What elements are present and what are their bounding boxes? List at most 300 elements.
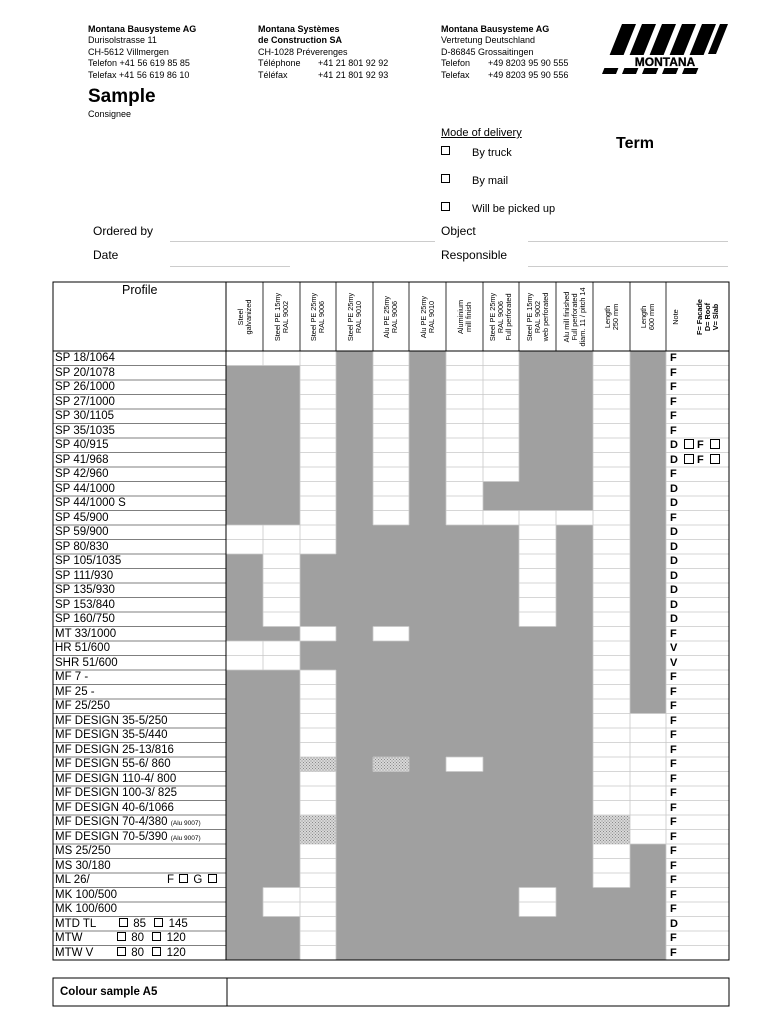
table-cell	[226, 757, 263, 772]
table-cell	[373, 511, 409, 526]
table-cell	[483, 540, 519, 555]
table-cell	[556, 830, 593, 845]
note-value: F	[670, 671, 677, 683]
table-cell	[263, 525, 300, 540]
table-cell	[300, 917, 336, 932]
table-cell	[263, 351, 300, 366]
company-name: Montana Systèmes	[258, 24, 340, 34]
table-cell	[593, 743, 630, 758]
option-checkbox[interactable]	[154, 918, 163, 927]
table-cell	[446, 801, 483, 816]
table-cell	[483, 453, 519, 468]
note-value: D	[670, 540, 678, 553]
profile-label: MF DESIGN 40-6/1066	[55, 801, 174, 814]
column-header: Alu PE 25my RAL 9006	[382, 295, 399, 339]
table-cell	[336, 569, 373, 584]
profile-label: MF 7 -	[55, 671, 89, 683]
table-cell	[519, 786, 556, 801]
option-checkbox[interactable]	[152, 932, 161, 941]
table-cell	[483, 946, 519, 961]
table-cell	[519, 554, 556, 569]
note-value: F	[670, 468, 677, 480]
table-cell	[593, 496, 630, 511]
table-cell	[483, 424, 519, 439]
table-cell	[336, 380, 373, 395]
table-cell	[373, 902, 409, 917]
column-header: Steel PE 25my RAL 9006	[309, 292, 326, 342]
note-value: D	[670, 917, 678, 930]
table-cell	[519, 627, 556, 642]
table-cell	[226, 728, 263, 743]
table-cell	[446, 395, 483, 410]
table-cell	[300, 598, 336, 613]
table-cell	[483, 931, 519, 946]
table-cell	[336, 757, 373, 772]
table-cell	[593, 931, 630, 946]
table-cell	[630, 380, 666, 395]
table-cell	[446, 496, 483, 511]
table-cell	[593, 395, 630, 410]
note-value: F	[670, 352, 677, 364]
delivery-option-pickup[interactable]: Will be picked up	[441, 202, 555, 215]
table-cell	[483, 380, 519, 395]
table-cell	[630, 438, 666, 453]
table-cell	[300, 656, 336, 671]
note-value: D	[670, 613, 678, 625]
table-cell	[593, 685, 630, 700]
delivery-option-mail[interactable]: By mail	[441, 174, 508, 187]
table-cell	[336, 772, 373, 787]
table-cell	[519, 351, 556, 366]
table-cell	[630, 641, 666, 656]
note-value: D	[670, 482, 678, 495]
table-cell	[373, 656, 409, 671]
table-cell	[373, 467, 409, 482]
table-cell	[519, 656, 556, 671]
table-cell	[593, 772, 630, 787]
table-cell	[263, 395, 300, 410]
note-value: F	[670, 816, 677, 828]
table-cell	[263, 409, 300, 424]
column-header: Aluminium mill finish	[455, 299, 473, 335]
table-cell	[373, 670, 409, 685]
table-cell	[630, 743, 666, 758]
table-cell	[263, 380, 300, 395]
note-value: F	[670, 511, 677, 524]
table-cell	[446, 453, 483, 468]
table-cell	[300, 859, 336, 874]
note-checkbox[interactable]	[684, 439, 694, 449]
column-header: Alu PE 25my RAL 9010	[418, 295, 436, 339]
table-cell	[263, 554, 300, 569]
table-cell	[409, 409, 446, 424]
table-cell	[519, 815, 556, 830]
table-cell	[556, 931, 593, 946]
table-cell	[300, 670, 336, 685]
profile-label: SP 105/1035	[55, 555, 122, 567]
profile-label: MK 100/500	[55, 888, 118, 901]
table-cell	[630, 917, 666, 932]
table-cell	[593, 351, 630, 366]
table-cell	[556, 409, 593, 424]
table-cell	[483, 670, 519, 685]
table-cell	[226, 496, 263, 511]
table-cell	[300, 627, 336, 642]
table-cell	[630, 525, 666, 540]
table-cell	[483, 888, 519, 903]
column-header: Length 600 mm	[639, 303, 656, 331]
table-cell	[446, 830, 483, 845]
table-cell	[336, 917, 373, 932]
note-value: F	[670, 932, 677, 944]
table-cell	[409, 438, 446, 453]
table-cell	[336, 685, 373, 700]
table-cell	[630, 728, 666, 743]
note-checkbox[interactable]	[710, 454, 720, 464]
fax-row: Téléfax +41 21 801 92 93	[258, 69, 389, 80]
table-cell	[593, 786, 630, 801]
table-cell	[630, 467, 666, 482]
table-cell	[593, 627, 630, 642]
table-cell	[226, 424, 263, 439]
table-cell	[409, 366, 446, 381]
table-cell	[226, 583, 263, 598]
table-cell	[483, 757, 519, 772]
phone-row: Téléphone +41 21 801 92 92	[258, 58, 389, 69]
table-cell	[226, 772, 263, 787]
note-value: F	[670, 366, 677, 379]
table-cell	[593, 830, 630, 845]
table-cell	[336, 424, 373, 439]
table-cell	[483, 511, 519, 526]
table-cell	[630, 540, 666, 555]
table-cell	[373, 612, 409, 627]
note-checkbox[interactable]	[684, 454, 694, 464]
table-cell	[593, 873, 630, 888]
table-cell	[409, 496, 446, 511]
table-cell	[336, 743, 373, 758]
table-cell	[300, 525, 336, 540]
note-value: F	[670, 729, 677, 741]
phone-row: Telefon +49 8203 95 90 555	[441, 58, 569, 69]
table-cell	[409, 902, 446, 917]
table-cell	[483, 786, 519, 801]
table-cell	[409, 873, 446, 888]
table-cell	[373, 699, 409, 714]
profile-label: MF DESIGN 35-5/440	[55, 729, 168, 741]
table-cell	[226, 525, 263, 540]
table-cell	[483, 438, 519, 453]
note-value: F	[670, 888, 677, 901]
table-cell	[519, 685, 556, 700]
profile-label: SP 111/930	[55, 569, 114, 582]
ordered-by-label: Ordered by	[93, 224, 154, 238]
table-cell	[373, 395, 409, 410]
table-cell	[446, 525, 483, 540]
table-cell	[226, 351, 263, 366]
table-cell	[373, 424, 409, 439]
table-cell	[336, 627, 373, 642]
profile-label: SP 42/960	[55, 468, 109, 480]
profile-label: ML 26/ F G	[55, 873, 219, 888]
table-cell	[409, 540, 446, 555]
table-cell	[373, 757, 409, 772]
table-cell	[300, 583, 336, 598]
table-cell	[263, 656, 300, 671]
table-cell	[409, 699, 446, 714]
column-header: Steel galvanized	[235, 299, 253, 335]
profile-label: SP 18/1064	[55, 352, 115, 364]
table-cell	[409, 917, 446, 932]
table-cell	[336, 351, 373, 366]
table-cell	[519, 830, 556, 845]
table-cell	[519, 482, 556, 497]
profile-label: MF DESIGN 25-13/816	[55, 743, 174, 756]
table-cell	[409, 525, 446, 540]
table-cell	[519, 699, 556, 714]
table-cell	[446, 641, 483, 656]
table-cell	[519, 801, 556, 816]
object-label: Object	[441, 224, 476, 238]
table-cell	[593, 598, 630, 613]
profile-label: SP 35/1035	[55, 424, 115, 437]
table-cell	[483, 496, 519, 511]
table-cell	[409, 685, 446, 700]
table-cell	[446, 844, 483, 859]
table-cell	[409, 656, 446, 671]
table-cell	[556, 844, 593, 859]
table-cell	[556, 395, 593, 410]
table-cell	[300, 728, 336, 743]
table-cell	[593, 844, 630, 859]
table-cell	[373, 540, 409, 555]
table-cell	[483, 772, 519, 787]
profile-label: MS 25/250	[55, 845, 111, 857]
profile-label: MF DESIGN 70-5/390 (Alu 9007)	[55, 830, 201, 843]
table-cell	[519, 598, 556, 613]
option-checkbox[interactable]	[119, 918, 128, 927]
table-cell	[519, 714, 556, 729]
table-cell	[556, 380, 593, 395]
table-cell	[373, 888, 409, 903]
note-value: F	[670, 830, 677, 843]
table-cell	[336, 815, 373, 830]
table-cell	[409, 859, 446, 874]
table-cell	[593, 641, 630, 656]
colour-sample-label: Colour sample A5	[60, 986, 158, 998]
delivery-option-truck[interactable]: By truck	[441, 146, 512, 159]
street: Durisolstrasse 11	[88, 35, 157, 46]
profile-label: MK 100/600	[55, 903, 118, 915]
table-cell	[556, 714, 593, 729]
table-cell	[226, 554, 263, 569]
table-cell	[483, 395, 519, 410]
table-cell	[373, 409, 409, 424]
table-cell	[446, 815, 483, 830]
table-cell	[300, 801, 336, 816]
table-cell	[556, 511, 593, 526]
table-cell	[263, 511, 300, 526]
page-title: Sample	[88, 86, 156, 107]
note-value: F	[670, 424, 677, 437]
phone-row: Telefon +41 56 619 85 85	[88, 58, 190, 69]
table-cell	[519, 409, 556, 424]
table-cell	[373, 801, 409, 816]
table-cell	[556, 743, 593, 758]
table-cell	[226, 685, 263, 700]
note-value: F	[670, 859, 677, 872]
note-value: F	[670, 410, 677, 422]
column-header: Steel PE 15my RAL 9002	[272, 292, 290, 342]
consignee-label: Consignee	[88, 109, 132, 119]
table-cell	[483, 844, 519, 859]
table-cell	[263, 612, 300, 627]
table-cell	[300, 743, 336, 758]
table-cell	[336, 395, 373, 410]
table-cell	[593, 554, 630, 569]
table-cell	[630, 366, 666, 381]
table-cell	[556, 598, 593, 613]
table-cell	[409, 482, 446, 497]
table-cell	[556, 859, 593, 874]
table-cell	[226, 873, 263, 888]
table-cell	[263, 424, 300, 439]
table-cell	[556, 424, 593, 439]
note-value: F	[670, 758, 677, 770]
colour-sample-field[interactable]	[227, 978, 727, 1006]
table-cell	[226, 888, 263, 903]
table-cell	[336, 931, 373, 946]
table-cell	[446, 511, 483, 526]
table-cell	[336, 554, 373, 569]
table-cell	[226, 569, 263, 584]
table-cell	[556, 685, 593, 700]
table-cell	[226, 598, 263, 613]
option-checkbox[interactable]	[179, 874, 188, 883]
table-cell	[593, 525, 630, 540]
table-cell	[300, 786, 336, 801]
table-cell	[336, 873, 373, 888]
option-checkbox[interactable]	[117, 932, 126, 941]
table-cell	[263, 830, 300, 845]
table-cell	[630, 757, 666, 772]
table-cell	[519, 757, 556, 772]
table-cell	[373, 815, 409, 830]
option-checkbox[interactable]	[152, 947, 161, 956]
table-cell	[519, 670, 556, 685]
profile-label: MF DESIGN 55-6/ 860	[55, 758, 171, 770]
table-cell	[263, 888, 300, 903]
table-cell	[373, 859, 409, 874]
table-cell	[519, 772, 556, 787]
table-cell	[409, 641, 446, 656]
table-cell	[593, 569, 630, 584]
logo-text: MONTANA	[634, 55, 696, 69]
table-cell	[519, 540, 556, 555]
table-cell	[446, 728, 483, 743]
table-cell	[519, 844, 556, 859]
table-cell	[556, 351, 593, 366]
city: CH-5612 Villmergen	[88, 46, 169, 57]
table-cell	[336, 714, 373, 729]
note-value: D F	[670, 453, 723, 468]
table-cell	[373, 786, 409, 801]
table-cell	[483, 685, 519, 700]
table-cell	[336, 438, 373, 453]
table-cell	[300, 815, 336, 830]
table-cell	[519, 569, 556, 584]
table-cell	[409, 946, 446, 961]
table-cell	[373, 641, 409, 656]
table-cell	[630, 815, 666, 830]
note-value: F	[670, 874, 677, 886]
delivery-heading: Mode of delivery	[441, 127, 522, 139]
table-cell	[336, 656, 373, 671]
column-header: Steel PE 25my RAL 9006 Full perforated	[488, 292, 513, 342]
table-cell	[336, 482, 373, 497]
table-cell	[263, 569, 300, 584]
profile-label: MTD TL 85 145	[55, 917, 188, 930]
table-cell	[300, 366, 336, 381]
table-cell	[263, 467, 300, 482]
note-checkbox[interactable]	[710, 439, 720, 449]
profile-label: SP 20/1078	[55, 366, 115, 379]
table-cell	[593, 467, 630, 482]
table-cell	[630, 786, 666, 801]
table-cell	[446, 627, 483, 642]
term-label: Term	[616, 135, 654, 152]
table-cell	[556, 656, 593, 671]
table-cell	[593, 366, 630, 381]
table-cell	[446, 772, 483, 787]
table-cell	[226, 699, 263, 714]
table-cell	[593, 583, 630, 598]
table-cell	[593, 453, 630, 468]
table-cell	[226, 743, 263, 758]
table-cell	[483, 598, 519, 613]
table-cell	[556, 496, 593, 511]
table-cell	[593, 380, 630, 395]
profile-label: HR 51/600	[55, 642, 110, 654]
table-cell	[373, 873, 409, 888]
note-value: F	[670, 903, 677, 915]
table-cell	[300, 351, 336, 366]
table-cell	[519, 366, 556, 381]
table-cell	[300, 409, 336, 424]
table-cell	[483, 728, 519, 743]
table-cell	[263, 873, 300, 888]
note-value: D	[670, 598, 678, 611]
option-checkbox[interactable]	[208, 874, 217, 883]
profile-label: SP 153/840	[55, 598, 115, 611]
option-checkbox[interactable]	[117, 947, 126, 956]
table-cell	[373, 931, 409, 946]
note-value: D	[670, 497, 678, 509]
table-cell	[519, 946, 556, 961]
profile-header: Profile	[122, 283, 158, 297]
table-cell	[300, 946, 336, 961]
table-cell	[226, 641, 263, 656]
table-cell	[630, 496, 666, 511]
table-cell	[519, 424, 556, 439]
table-cell	[593, 656, 630, 671]
table-cell	[630, 670, 666, 685]
table-cell	[483, 917, 519, 932]
table-cell	[373, 830, 409, 845]
table-cell	[409, 598, 446, 613]
table-cell	[336, 583, 373, 598]
table-cell	[300, 772, 336, 787]
